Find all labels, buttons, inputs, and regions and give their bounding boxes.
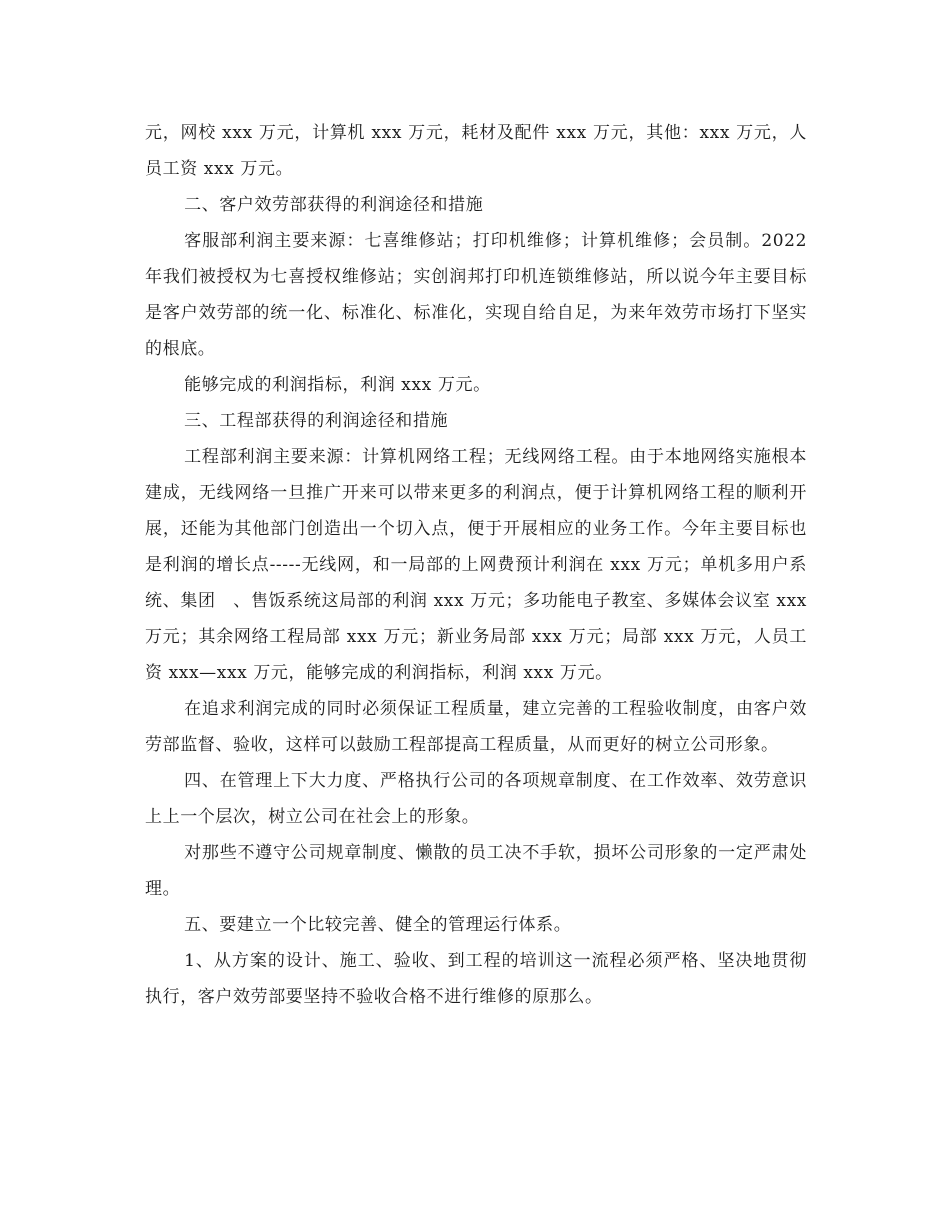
paragraph-customer-service-profit: 客服部利润主要来源：七喜维修站；打印机维修；计算机维修；会员制。2022 年我们被授权为七喜授权维修站；实创润邦打印机连锁维修站，所以说今年主要目标是客户效劳部的统一化、标准化、标准化，实现自给自足，为来年效劳市场打下坚实的根底。 [145, 231, 807, 359]
document-body [145, 115, 807, 1015]
heading-section-5: 五、要建立一个比较完善、健全的管理运行体系。 [184, 915, 572, 935]
paragraph-discipline: 对那些不遵守公司规章制度、懒散的员工决不手软，损坏公司形象的一定严肃处理。 [145, 843, 807, 899]
paragraph-profit-target-service: 能够完成的利润指标，利润 xxx 万元。 [184, 375, 491, 395]
heading-section-4: 四、在管理上下大力度、严格执行公司的各项规章制度、在工作效率、效劳意识上上一个层次，树立公司在社会上的形象。 [145, 771, 807, 827]
heading-section-3: 三、工程部获得的利润途径和措施 [184, 411, 449, 431]
paragraph-continuation: 元，网校 xxx 万元，计算机 xxx 万元，耗材及配件 xxx 万元，其他：xxx 万元，人员工资 xxx 万元。 [145, 123, 807, 179]
paragraph-engineering-profit: 工程部利润主要来源：计算机网络工程；无线网络工程。由于本地网络实施根本建成，无线网络一旦推广开来可以带来更多的利润点，便于计算机网络工程的顺利开展，还能为其他部门创造出一个切入点，便于开展相应的业务工作。今年主要目标也是利润的增长点-----无线网，和一局部的上网费预计利润在 xxx 万元；单机多用户系统、集团 、售饭系统这局部的利润 xxx 万元；多功能电子教室、多媒体会议室 xxx 万元；其余网络工程局部 xxx 万元；新业务局部 xxx 万元；局部 xxx 万元，人员工资 xxx—xxx 万元，能够完成的利润指标，利润 xxx 万元。 [145, 447, 807, 683]
heading-section-2: 二、客户效劳部获得的利润途径和措施 [184, 195, 484, 215]
paragraph-process-item-1: 1、从方案的设计、施工、验收、到工程的培训这一流程必须严格、坚决地贯彻执行，客户效劳部要坚持不验收合格不进行维修的原那么。 [145, 951, 807, 1007]
paragraph-quality-assurance: 在追求利润完成的同时必须保证工程质量，建立完善的工程验收制度，由客户效劳部监督、验收，这样可以鼓励工程部提高工程质量，从而更好的树立公司形象。 [145, 699, 807, 755]
